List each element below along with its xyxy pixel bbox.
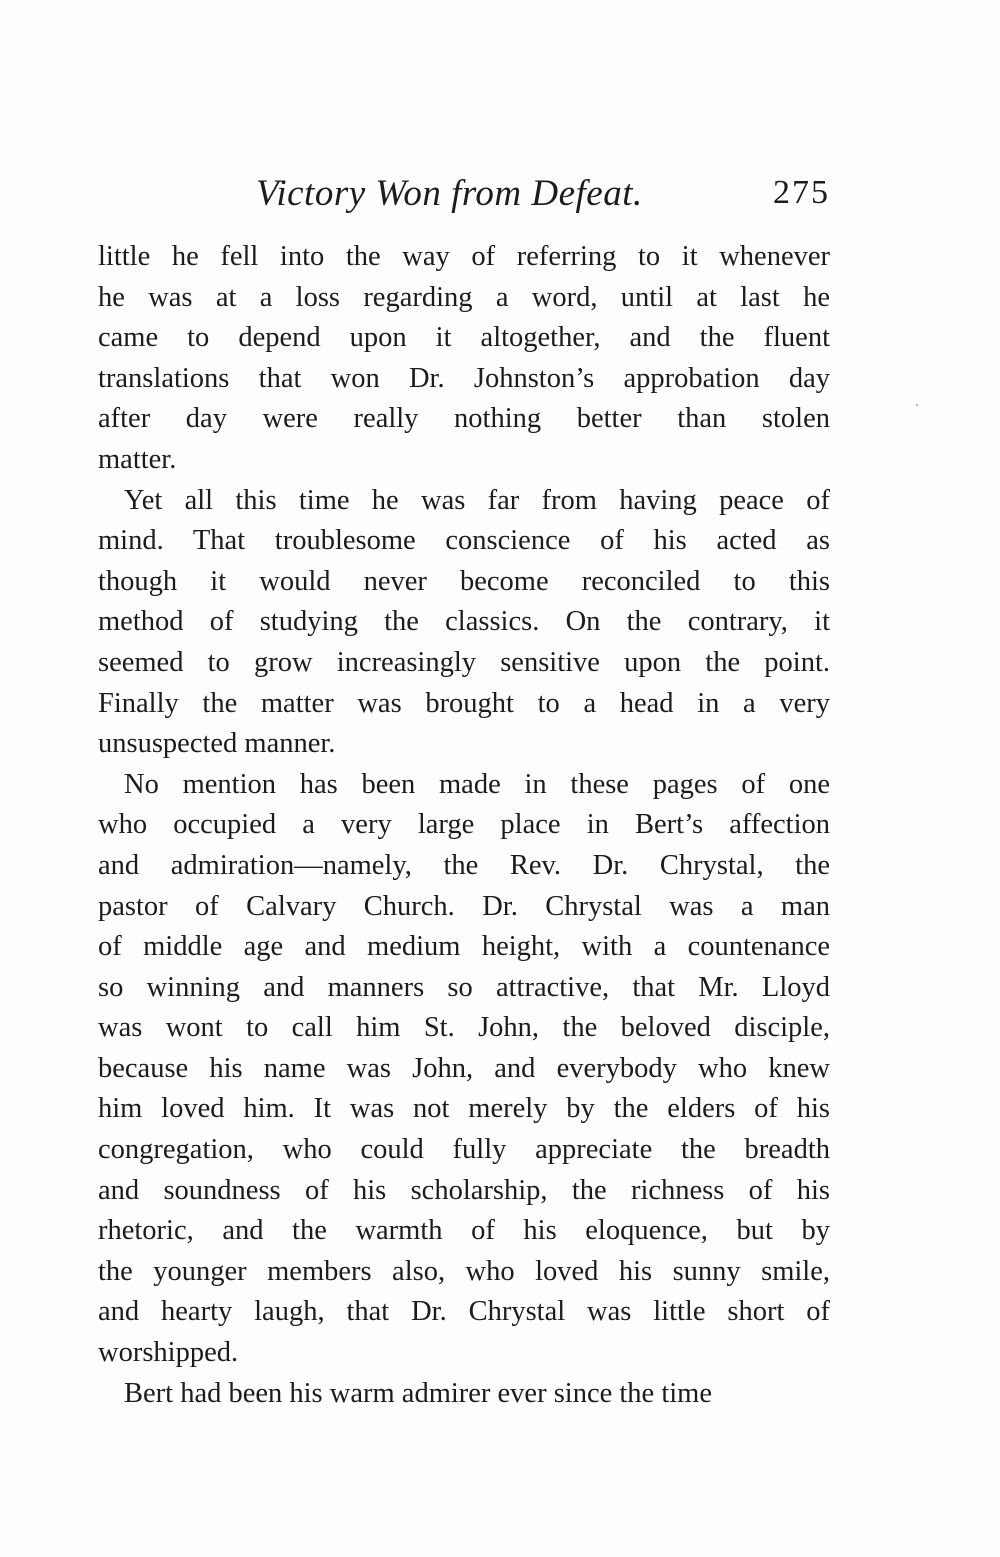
- text-line: congregation, who could fully appreciate the breadth: [98, 1134, 830, 1166]
- text-line: and hearty laugh, that Dr. Chrystal was little short of: [98, 1296, 830, 1328]
- text-line: Finally the matter was brought to a head in a very: [98, 687, 830, 719]
- running-head: [98, 168, 830, 218]
- text-line: method of studying the classics. On the contrary, it: [98, 606, 830, 638]
- paragraph: [98, 481, 830, 765]
- paragraph: [98, 765, 830, 1374]
- text-line: seemed to grow increasingly sensitive upon the point.: [98, 646, 830, 678]
- text-line: rhetoric, and the warmth of his eloquence, but by: [98, 1215, 830, 1247]
- text-line: after day were really nothing better than stolen: [98, 403, 830, 435]
- paragraph: [98, 1374, 830, 1415]
- text-line: mind. That troublesome conscience of his acted as: [98, 525, 830, 557]
- text-line: and soundness of his scholarship, the richness of his: [98, 1174, 830, 1206]
- running-title: Victory Won from Defeat.: [256, 173, 643, 214]
- text-line: and admiration—namely, the Rev. Dr. Chrystal, the: [98, 849, 830, 881]
- text-line: was wont to call him St. John, the beloved disciple,: [98, 1012, 830, 1044]
- text-line: though it would never become reconciled to this: [98, 565, 830, 597]
- text-line: No mention has been made in these pages of one: [124, 768, 830, 800]
- text-line: because his name was John, and everybody who knew: [98, 1052, 830, 1084]
- text-line: Bert had been his warm admirer ever since the time: [124, 1377, 712, 1409]
- paragraph: [98, 237, 830, 481]
- text-line: of middle age and medium height, with a countenance: [98, 931, 830, 963]
- page-number: 275: [773, 174, 830, 211]
- text-line: little he fell into the way of referring to it whenever: [98, 241, 830, 272]
- text-line: matter.: [98, 443, 177, 475]
- text-line: pastor of Calvary Church. Dr. Chrystal was a man: [98, 890, 830, 922]
- text-line: came to depend upon it altogether, and the fluent: [98, 322, 830, 354]
- paper-speck: [916, 404, 918, 406]
- text-line: Yet all this time he was far from having peace of: [124, 484, 830, 516]
- body-text: [98, 237, 830, 1414]
- text-line: who occupied a very large place in Bert’s affection: [98, 809, 830, 841]
- text-line: unsuspected manner.: [98, 728, 336, 760]
- text-line: him loved him. It was not merely by the elders of his: [98, 1093, 830, 1125]
- text-line: worshipped.: [98, 1337, 239, 1369]
- text-line: the younger members also, who loved his sunny smile,: [98, 1255, 830, 1287]
- text-line: so winning and manners so attractive, that Mr. Lloyd: [98, 971, 830, 1003]
- text-line: translations that won Dr. Johnston’s approbation day: [98, 362, 830, 394]
- text-line: he was at a loss regarding a word, until at last he: [98, 281, 830, 313]
